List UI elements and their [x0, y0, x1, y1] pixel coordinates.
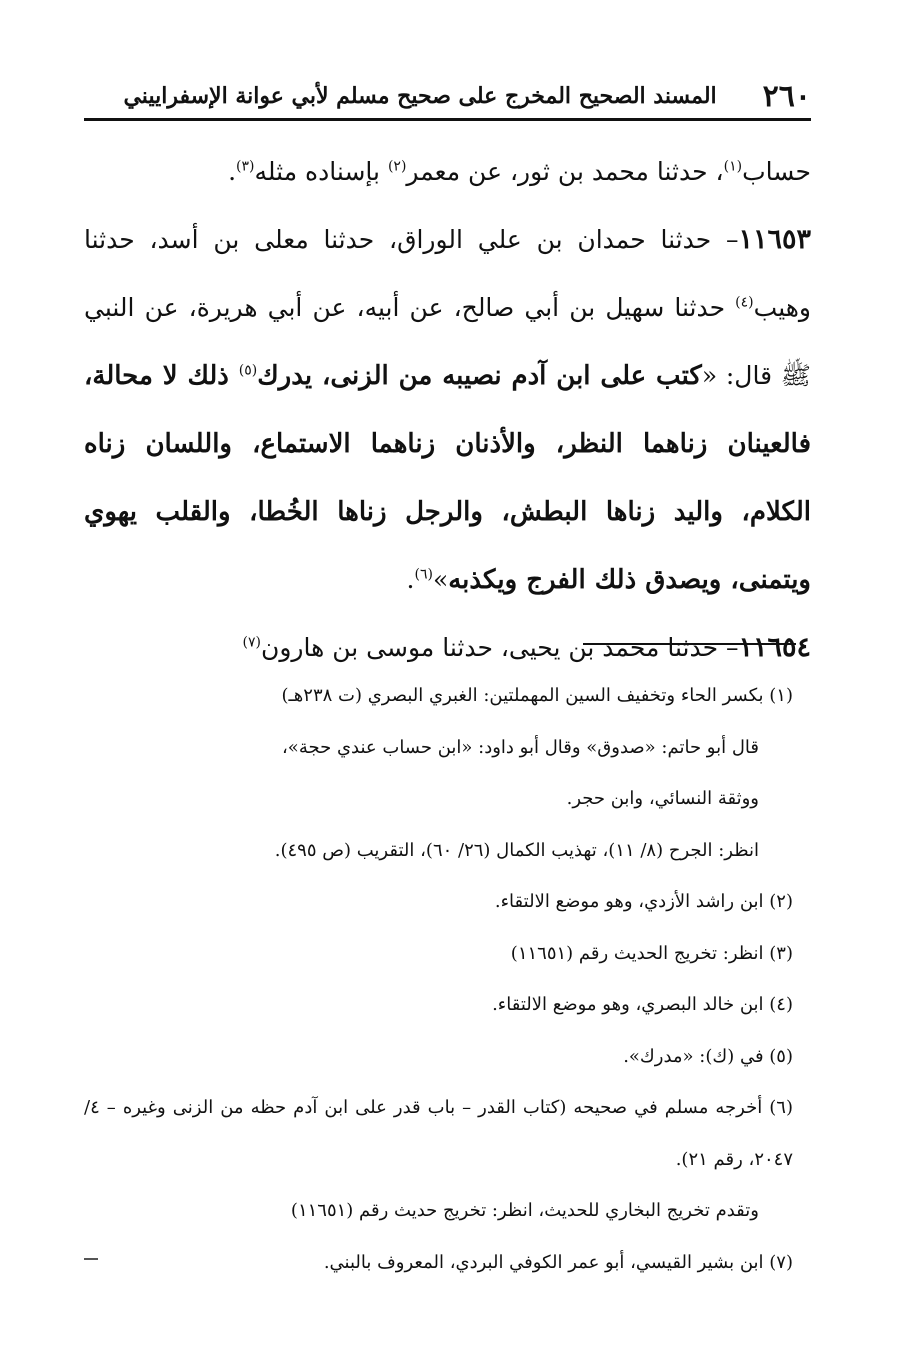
footnote-ref[interactable]: (٣) — [236, 158, 255, 175]
footnote-ref[interactable]: (٦) — [414, 566, 433, 583]
footnote-ref[interactable]: (٢) — [387, 158, 407, 175]
footnote-ref[interactable]: (٤) — [735, 294, 754, 311]
hadith-11653 — [84, 206, 811, 614]
footnotes — [84, 670, 793, 1288]
text-fragment: ، حدثنا محمد بن ثور، عن معمر — [406, 157, 724, 186]
text-fragment: . — [406, 565, 415, 594]
footnote-separator — [583, 643, 796, 645]
footnote-6-line: وتقدم تخريج البخاري للحديث، انظر: تخريج حديث رقم (١١٦٥١) — [290, 1200, 759, 1221]
isnad-text: – حدثنا حمدان بن علي الوراق، حدثنا معلى بن أسد، حدثنا وهيب — [84, 225, 811, 322]
paragraph-continuation — [84, 138, 811, 206]
isnad-text: – حدثنا محمد بن يحيى، حدثنا موسى بن هارون — [260, 633, 739, 662]
matn-text: ذلك لا محالة، فالعينان زناهما النظر، والأذنان زناهما الاستماع، واللسان زناه الكلام، واليد زناها البطش، والرجل زناها الخُطا، والقلب يهوي ويتمنى، ويصدق ذلك الفرج ويكذبه — [84, 361, 811, 595]
footnote-ref[interactable]: (١) — [723, 158, 743, 175]
page-header — [84, 74, 811, 118]
page-end-mark — [84, 1258, 98, 1260]
footnote-1: (١) بكسر الحاء وتخفيف السين المهملتين: الغبري البصري (ت ٢٣٨هـ) — [281, 685, 793, 706]
quote-close: » — [432, 565, 449, 594]
page-number: ٢٦٠ — [762, 78, 811, 114]
text-fragment: حساب — [742, 157, 811, 186]
main-text — [84, 138, 811, 682]
footnote-ref[interactable]: (٥) — [238, 362, 258, 379]
hadith-number: ١١٦٥٤ — [738, 632, 811, 663]
text-fragment: بإسناده مثله — [254, 157, 388, 186]
footnote-ref[interactable]: (٧) — [242, 634, 261, 651]
footnote-5: (٥) في (ك): «مدرك». — [623, 1045, 793, 1067]
footnote-2: (٢) ابن راشد الأزدي، وهو موضع الالتقاء. — [494, 891, 793, 912]
footnote-6: (٦) أخرجه مسلم في صحيحه (كتاب القدر – باب قدر على ابن آدم حظه من الزنى وغيره – ٤/ ٢٠٤٧، رقم ٢١). — [84, 1097, 793, 1170]
matn-text: كتب على ابن آدم نصيبه من الزنى، يدرك — [257, 361, 702, 391]
text-fragment: . — [228, 157, 237, 186]
footnote-1-line: انظر: الجرح (٨/ ١١)، تهذيب الكمال (٢٦/ ٦٠)، التقريب (ص ٤٩٥). — [274, 839, 759, 861]
hadith-number: ١١٦٥٣ — [738, 224, 811, 255]
footnote-1-line: قال أبو حاتم: «صدوق» وقال أبو داود: «ابن حساب عندي حجة»، — [282, 736, 759, 758]
footnote-1-line: ووثقة النسائي، وابن حجر. — [566, 788, 759, 809]
footnote-3: (٣) انظر: تخريج الحديث رقم (١١٦٥١) — [510, 942, 793, 964]
running-title: المسند الصحيح المخرج على صحيح مسلم لأبي عوانة الإسفراييني — [123, 83, 717, 109]
header-rule — [84, 118, 811, 121]
isnad-text: حدثنا سهيل بن أبي صالح، عن أبيه، عن أبي هريرة، عن النبي ﷺ قال: « — [84, 293, 811, 390]
footnote-7: (٧) ابن بشير القيسي، أبو عمر الكوفي البردي، المعروف بالبني. — [323, 1251, 793, 1273]
footnote-4: (٤) ابن خالد البصري، وهو موضع الالتقاء. — [492, 994, 793, 1015]
